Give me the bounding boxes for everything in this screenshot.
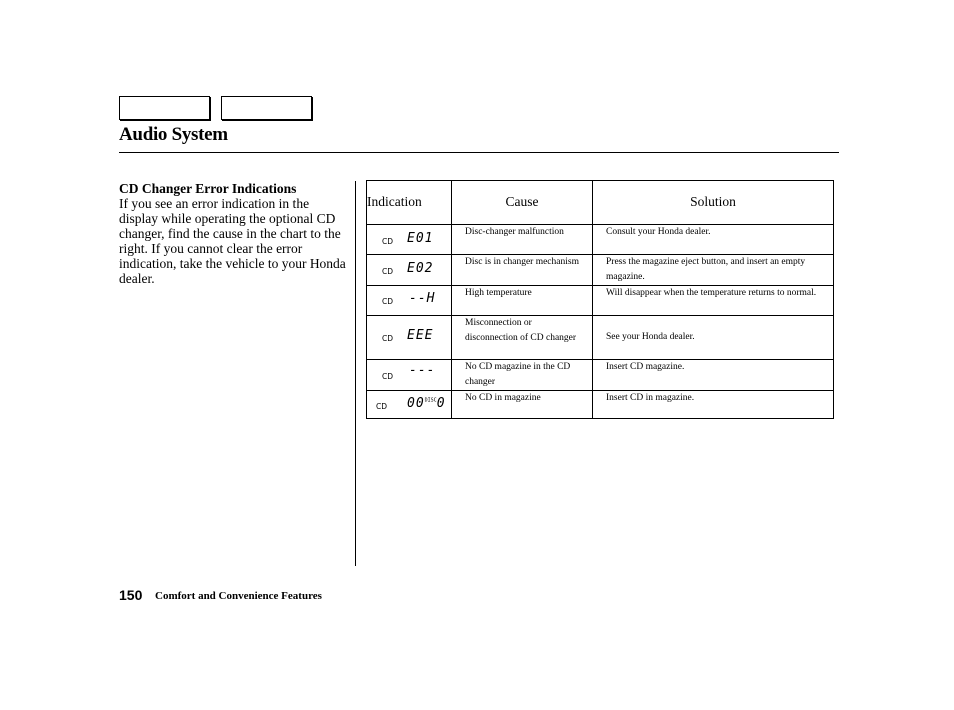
disc-label: DISC (424, 397, 437, 404)
footer-section-title: Comfort and Convenience Features (155, 590, 322, 602)
disc-number: 0 (436, 396, 446, 411)
solution-text: Will disappear when the temperature returns to normal. (606, 288, 817, 298)
section-body-text: If you see an error indication in the display while operating the optional CD changer, find the cause in the chart to the right. If you cannot clear the error indication, take the vehicle to your Honda dealer. (119, 196, 346, 286)
indication-cell (367, 255, 452, 286)
table-row (367, 255, 834, 286)
indication-cell (367, 360, 452, 391)
solution-text: Consult your Honda dealer. (606, 227, 711, 237)
disc-code: 00 (407, 396, 425, 411)
solution-cell (593, 360, 834, 391)
section-heading: CD Changer Error Indications (119, 181, 297, 196)
nav-box-1[interactable] (119, 96, 210, 120)
cause-cell (452, 360, 593, 391)
cd-indicator: CD (376, 402, 388, 411)
cd-indicator: CD (382, 237, 394, 246)
table-row (367, 225, 834, 255)
cause-cell (452, 286, 593, 316)
solution-cell (593, 391, 834, 419)
page-title: Audio System (119, 124, 228, 145)
table-row (367, 286, 834, 316)
cd-indicator: CD (382, 267, 394, 276)
cause-cell (452, 391, 593, 419)
solution-cell (593, 286, 834, 316)
cd-indicator: CD (382, 334, 394, 343)
error-code-display: --H (409, 291, 436, 306)
error-indications-table (366, 180, 834, 419)
cause-text: Disc is in changer mechanism (465, 257, 579, 267)
cd-indicator: CD (382, 297, 394, 306)
page-number: 150 (119, 587, 143, 603)
error-code-display: E02 (407, 261, 434, 276)
cause-text: High temperature (465, 288, 532, 298)
cd-indicator: CD (382, 372, 394, 381)
cause-cell (452, 316, 593, 360)
column-header-indication: Indication (367, 181, 452, 225)
error-code-display (407, 396, 446, 411)
indication-cell (367, 225, 452, 255)
indication-cell (367, 316, 452, 360)
solution-cell (593, 316, 834, 360)
table-row (367, 360, 834, 391)
table-header-row (367, 181, 834, 225)
solution-text: Insert CD in magazine. (606, 393, 695, 403)
error-code-display: EEE (407, 328, 434, 343)
column-divider (355, 181, 356, 566)
table-row (367, 391, 834, 419)
solution-cell (593, 225, 834, 255)
solution-cell (593, 255, 834, 286)
cause-cell (452, 255, 593, 286)
cause-text: Misconnection or disconnection of CD changer (465, 318, 577, 343)
cause-cell (452, 225, 593, 255)
cause-text: No CD in magazine (465, 393, 541, 403)
table-row (367, 316, 834, 360)
error-code-display: E01 (407, 231, 434, 246)
indication-cell (367, 391, 452, 419)
cause-text: Disc-changer malfunction (465, 227, 564, 237)
nav-box-2[interactable] (221, 96, 312, 120)
title-divider (119, 152, 839, 153)
solution-text: See your Honda dealer. (606, 332, 695, 342)
cause-text: No CD magazine in the CD changer (465, 362, 571, 387)
column-header-cause: Cause (452, 181, 593, 225)
solution-text: Press the magazine eject button, and insert an empty magazine. (606, 257, 806, 282)
indication-cell (367, 286, 452, 316)
solution-text: Insert CD magazine. (606, 362, 685, 372)
column-header-solution: Solution (593, 181, 834, 225)
error-code-display: --- (409, 363, 436, 378)
